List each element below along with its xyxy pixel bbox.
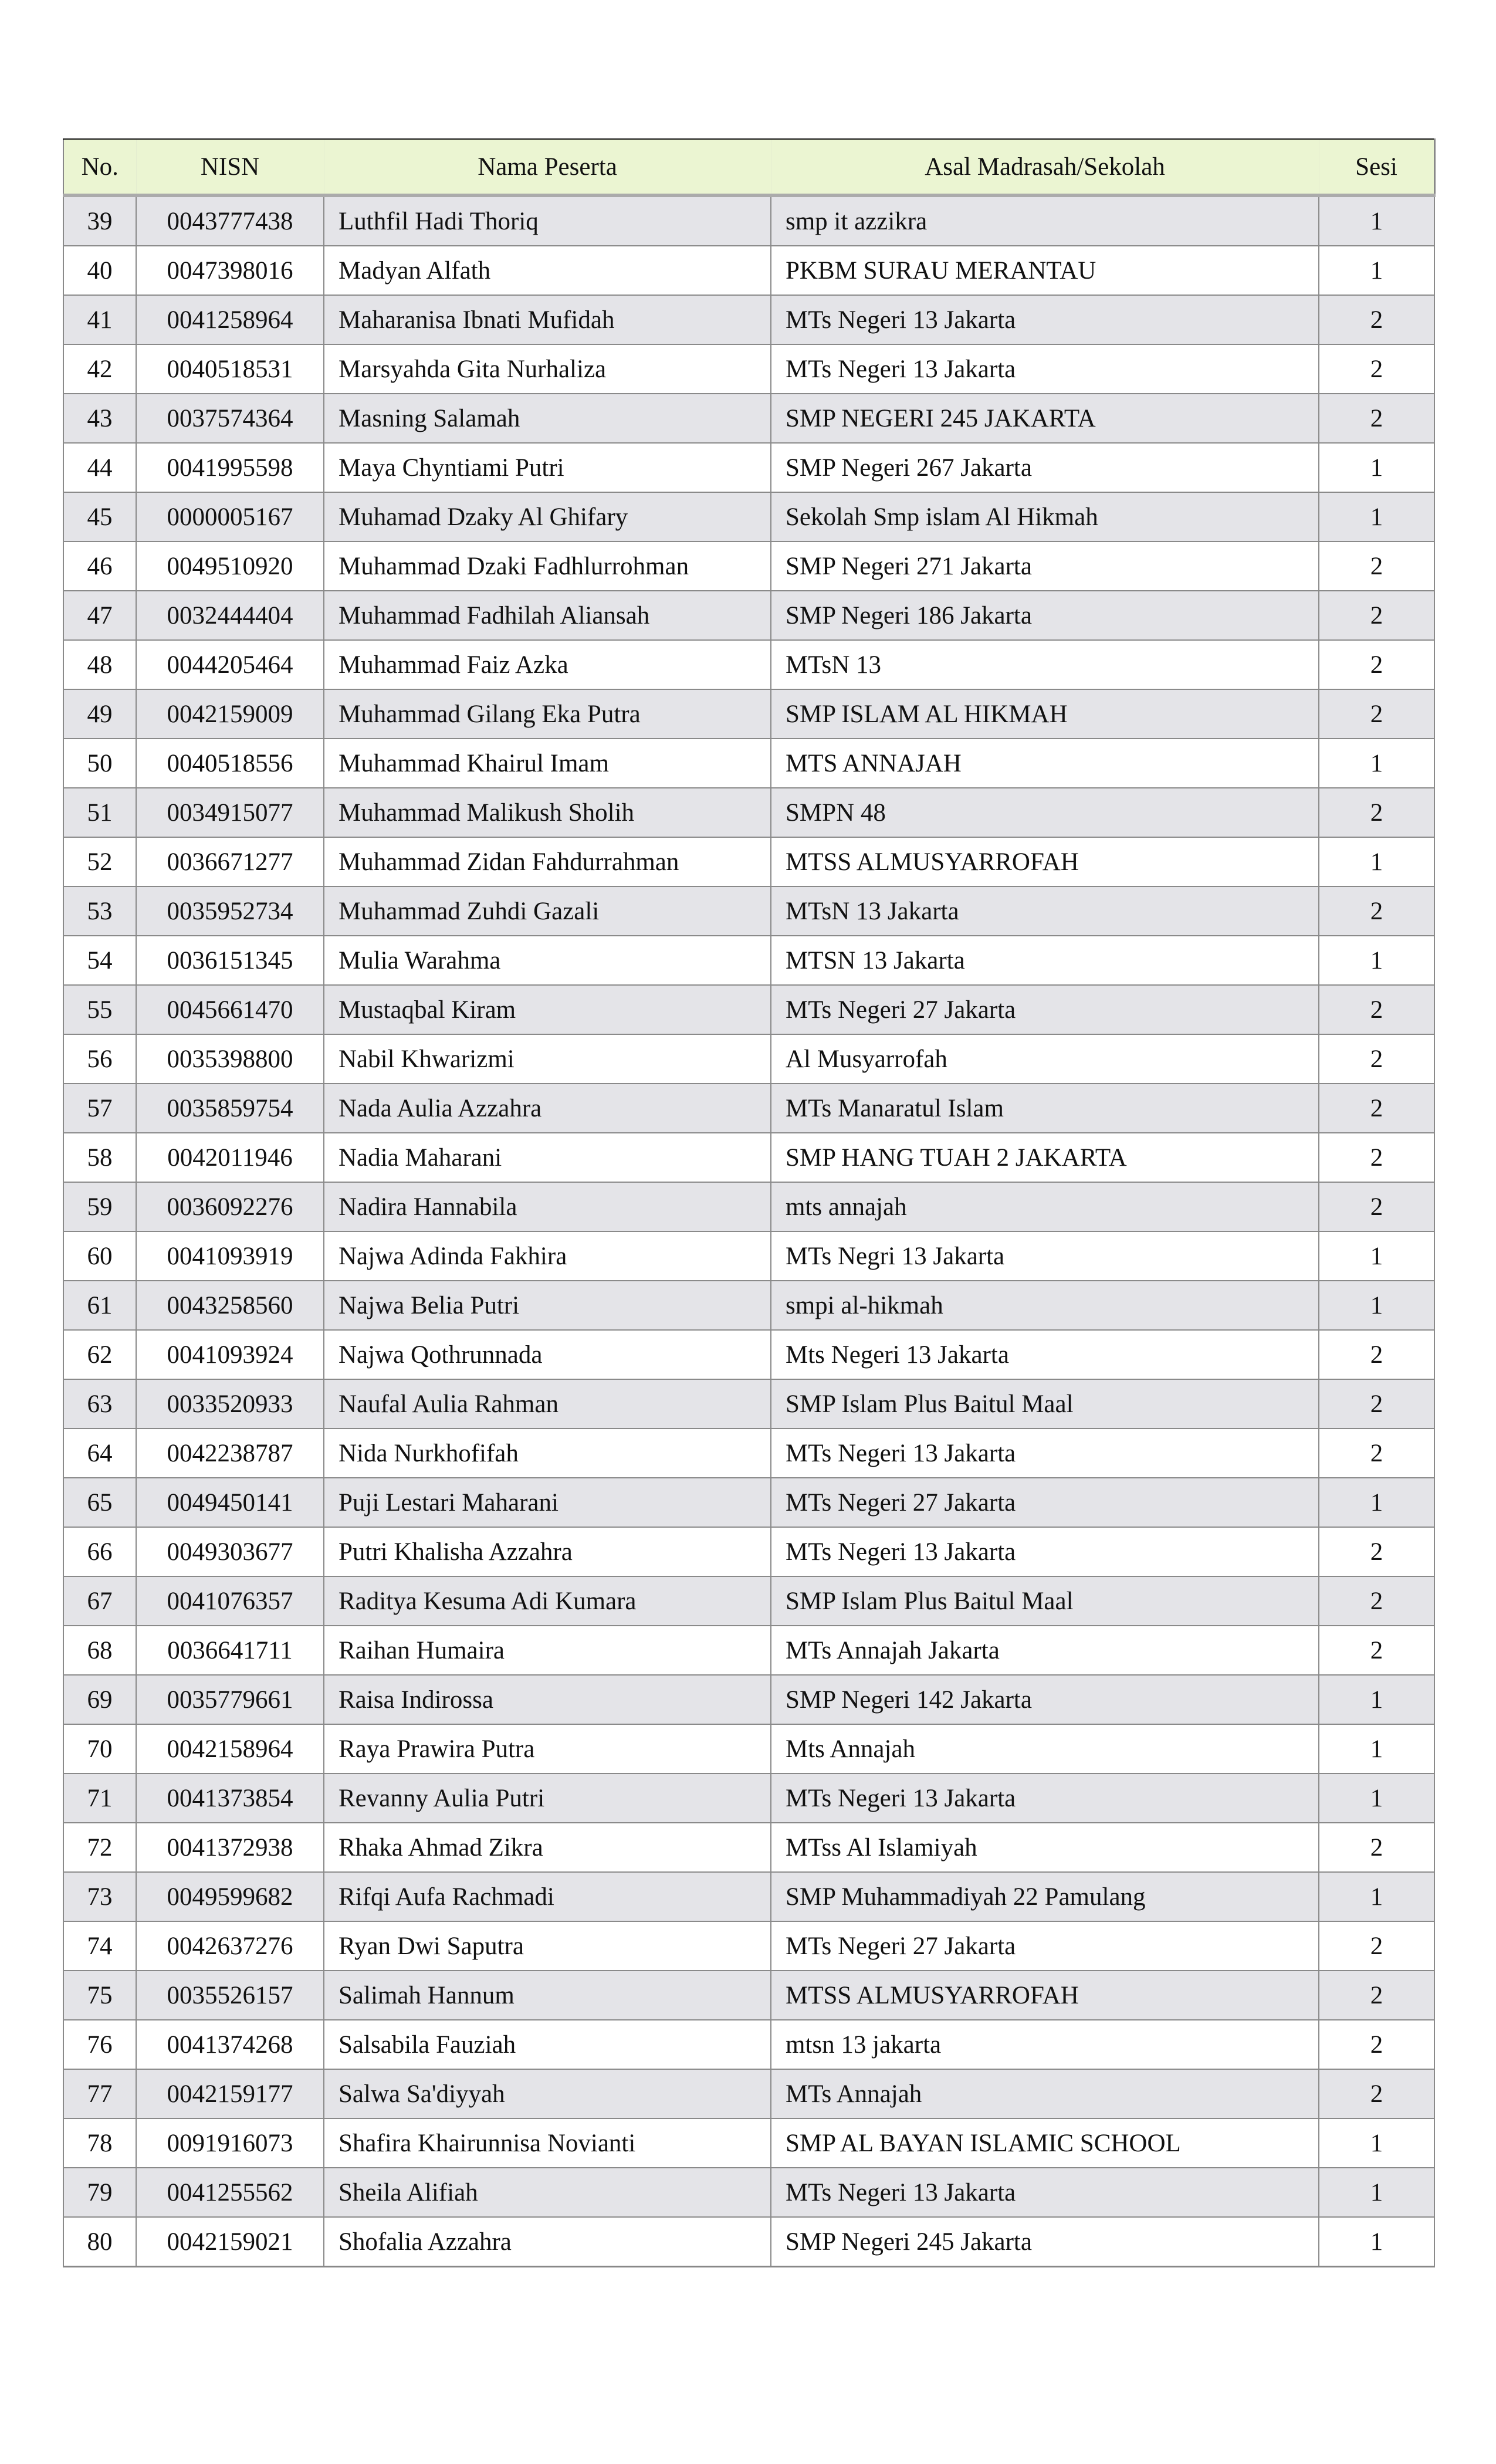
cell-asal-sekolah: SMPN 48 (771, 788, 1319, 837)
cell-no: 68 (63, 1626, 136, 1675)
cell-nisn: 0045661470 (136, 985, 324, 1034)
table-row (63, 886, 1434, 936)
table-row (63, 1576, 1434, 1626)
header-nisn: NISN (136, 139, 324, 195)
header-sesi: Sesi (1319, 139, 1434, 195)
cell-no: 63 (63, 1379, 136, 1429)
cell-no: 73 (63, 1872, 136, 1921)
cell-nisn: 0042159009 (136, 689, 324, 739)
cell-sesi: 1 (1319, 492, 1434, 541)
cell-sesi: 1 (1319, 195, 1434, 246)
cell-nama-peserta: Mustaqbal Kiram (324, 985, 771, 1034)
table-body (63, 195, 1434, 2267)
cell-asal-sekolah: Mts Annajah (771, 1724, 1319, 1773)
header-no: No. (63, 139, 136, 195)
header-row (63, 139, 1434, 195)
table-row (63, 295, 1434, 344)
cell-no: 51 (63, 788, 136, 837)
cell-nama-peserta: Raisa Indirossa (324, 1675, 771, 1724)
cell-no: 49 (63, 689, 136, 739)
cell-asal-sekolah: MTs Negeri 13 Jakarta (771, 1429, 1319, 1478)
cell-no: 64 (63, 1429, 136, 1478)
cell-nisn: 0035398800 (136, 1034, 324, 1084)
table-row (63, 1724, 1434, 1773)
cell-sesi: 1 (1319, 2168, 1434, 2217)
cell-nama-peserta: Muhammad Zidan Fahdurrahman (324, 837, 771, 886)
cell-sesi: 1 (1319, 246, 1434, 295)
cell-nama-peserta: Masning Salamah (324, 394, 771, 443)
cell-nisn: 0043777438 (136, 195, 324, 246)
cell-asal-sekolah: SMP Islam Plus Baitul Maal (771, 1576, 1319, 1626)
cell-asal-sekolah: MTs Annajah Jakarta (771, 1626, 1319, 1675)
cell-sesi: 1 (1319, 1773, 1434, 1823)
cell-no: 71 (63, 1773, 136, 1823)
cell-no: 48 (63, 640, 136, 689)
table-row (63, 2118, 1434, 2168)
table-row (63, 2168, 1434, 2217)
cell-nisn: 0042637276 (136, 1921, 324, 1971)
cell-nisn: 0041093919 (136, 1231, 324, 1281)
cell-sesi: 1 (1319, 739, 1434, 788)
cell-asal-sekolah: MTSS ALMUSYARROFAH (771, 1971, 1319, 2020)
cell-sesi: 1 (1319, 837, 1434, 886)
cell-nisn: 0049450141 (136, 1478, 324, 1527)
cell-sesi: 2 (1319, 394, 1434, 443)
cell-no: 39 (63, 195, 136, 246)
cell-nisn: 0036671277 (136, 837, 324, 886)
table-row (63, 1921, 1434, 1971)
cell-no: 61 (63, 1281, 136, 1330)
cell-sesi: 2 (1319, 1921, 1434, 1971)
cell-nama-peserta: Muhammad Zuhdi Gazali (324, 886, 771, 936)
cell-no: 67 (63, 1576, 136, 1626)
cell-nisn: 0036641711 (136, 1626, 324, 1675)
cell-nama-peserta: Muhamad Dzaky Al Ghifary (324, 492, 771, 541)
cell-sesi: 1 (1319, 1724, 1434, 1773)
cell-nama-peserta: Nadira Hannabila (324, 1182, 771, 1231)
cell-no: 80 (63, 2217, 136, 2267)
cell-asal-sekolah: MTs Negeri 13 Jakarta (771, 1527, 1319, 1576)
cell-nama-peserta: Najwa Qothrunnada (324, 1330, 771, 1379)
cell-no: 47 (63, 591, 136, 640)
cell-asal-sekolah: SMP Islam Plus Baitul Maal (771, 1379, 1319, 1429)
table-row (63, 1330, 1434, 1379)
table-header (63, 139, 1434, 195)
table-row (63, 1231, 1434, 1281)
cell-nisn: 0040518531 (136, 344, 324, 394)
table-row (63, 1429, 1434, 1478)
cell-nama-peserta: Muhammad Malikush Sholih (324, 788, 771, 837)
cell-asal-sekolah: SMP Negeri 267 Jakarta (771, 443, 1319, 492)
cell-asal-sekolah: MTsN 13 (771, 640, 1319, 689)
cell-no: 72 (63, 1823, 136, 1872)
cell-nama-peserta: Luthfil Hadi Thoriq (324, 195, 771, 246)
cell-nisn: 0036092276 (136, 1182, 324, 1231)
cell-no: 58 (63, 1133, 136, 1182)
cell-sesi: 2 (1319, 2069, 1434, 2118)
cell-nisn: 0043258560 (136, 1281, 324, 1330)
cell-asal-sekolah: MTs Negeri 27 Jakarta (771, 1921, 1319, 1971)
cell-asal-sekolah: SMP Negeri 186 Jakarta (771, 591, 1319, 640)
cell-nisn: 0041258964 (136, 295, 324, 344)
cell-asal-sekolah: Sekolah Smp islam Al Hikmah (771, 492, 1319, 541)
table-row (63, 1675, 1434, 1724)
cell-sesi: 2 (1319, 689, 1434, 739)
cell-nama-peserta: Rifqi Aufa Rachmadi (324, 1872, 771, 1921)
cell-sesi: 2 (1319, 1330, 1434, 1379)
cell-sesi: 2 (1319, 640, 1434, 689)
cell-sesi: 1 (1319, 1281, 1434, 1330)
cell-nama-peserta: Maharanisa Ibnati Mufidah (324, 295, 771, 344)
table-row (63, 1773, 1434, 1823)
cell-asal-sekolah: SMP Negeri 142 Jakarta (771, 1675, 1319, 1724)
table-row (63, 195, 1434, 246)
cell-asal-sekolah: PKBM SURAU MERANTAU (771, 246, 1319, 295)
cell-nisn: 0049510920 (136, 541, 324, 591)
cell-nama-peserta: Nada Aulia Azzahra (324, 1084, 771, 1133)
cell-no: 79 (63, 2168, 136, 2217)
table-row (63, 1379, 1434, 1429)
table-row (63, 591, 1434, 640)
cell-no: 59 (63, 1182, 136, 1231)
cell-sesi: 2 (1319, 1823, 1434, 1872)
cell-sesi: 2 (1319, 1084, 1434, 1133)
cell-asal-sekolah: MTs Negri 13 Jakarta (771, 1231, 1319, 1281)
cell-sesi: 2 (1319, 886, 1434, 936)
cell-asal-sekolah: MTss Al Islamiyah (771, 1823, 1319, 1872)
cell-no: 74 (63, 1921, 136, 1971)
table-row (63, 985, 1434, 1034)
cell-nama-peserta: Raihan Humaira (324, 1626, 771, 1675)
table-row (63, 344, 1434, 394)
table-row (63, 394, 1434, 443)
cell-asal-sekolah: MTs Negeri 27 Jakarta (771, 985, 1319, 1034)
cell-asal-sekolah: Mts Negeri 13 Jakarta (771, 1330, 1319, 1379)
table-row (63, 1823, 1434, 1872)
cell-nama-peserta: Salwa Sa'diyyah (324, 2069, 771, 2118)
cell-sesi: 2 (1319, 1576, 1434, 1626)
cell-no: 41 (63, 295, 136, 344)
cell-nama-peserta: Muhammad Khairul Imam (324, 739, 771, 788)
cell-nisn: 0049599682 (136, 1872, 324, 1921)
cell-nama-peserta: Putri Khalisha Azzahra (324, 1527, 771, 1576)
table-row (63, 640, 1434, 689)
cell-nama-peserta: Raditya Kesuma Adi Kumara (324, 1576, 771, 1626)
cell-asal-sekolah: SMP Negeri 271 Jakarta (771, 541, 1319, 591)
cell-nisn: 0042159177 (136, 2069, 324, 2118)
cell-no: 54 (63, 936, 136, 985)
cell-sesi: 2 (1319, 1626, 1434, 1675)
table-row (63, 492, 1434, 541)
cell-nisn: 0042011946 (136, 1133, 324, 1182)
cell-asal-sekolah: MTs Negeri 13 Jakarta (771, 295, 1319, 344)
cell-asal-sekolah: smp it azzikra (771, 195, 1319, 246)
cell-nisn: 0091916073 (136, 2118, 324, 2168)
cell-asal-sekolah: mts annajah (771, 1182, 1319, 1231)
cell-asal-sekolah: MTSS ALMUSYARROFAH (771, 837, 1319, 886)
cell-no: 77 (63, 2069, 136, 2118)
cell-nisn: 0049303677 (136, 1527, 324, 1576)
cell-asal-sekolah: mtsn 13 jakarta (771, 2020, 1319, 2069)
cell-nisn: 0041995598 (136, 443, 324, 492)
cell-nama-peserta: Revanny Aulia Putri (324, 1773, 771, 1823)
cell-sesi: 2 (1319, 344, 1434, 394)
table-row (63, 2069, 1434, 2118)
cell-sesi: 1 (1319, 936, 1434, 985)
cell-nama-peserta: Sheila Alifiah (324, 2168, 771, 2217)
table-row (63, 1281, 1434, 1330)
cell-nisn: 0035859754 (136, 1084, 324, 1133)
cell-no: 57 (63, 1084, 136, 1133)
cell-nama-peserta: Nida Nurkhofifah (324, 1429, 771, 1478)
cell-nama-peserta: Shofalia Azzahra (324, 2217, 771, 2267)
cell-sesi: 1 (1319, 1231, 1434, 1281)
cell-no: 45 (63, 492, 136, 541)
cell-nama-peserta: Muhammad Faiz Azka (324, 640, 771, 689)
cell-no: 53 (63, 886, 136, 936)
cell-nama-peserta: Najwa Belia Putri (324, 1281, 771, 1330)
table-row (63, 1872, 1434, 1921)
cell-sesi: 1 (1319, 2217, 1434, 2267)
cell-no: 76 (63, 2020, 136, 2069)
cell-asal-sekolah: SMP AL BAYAN ISLAMIC SCHOOL (771, 2118, 1319, 2168)
cell-asal-sekolah: MTs Negeri 13 Jakarta (771, 344, 1319, 394)
cell-nisn: 0035952734 (136, 886, 324, 936)
cell-sesi: 2 (1319, 1527, 1434, 1576)
cell-sesi: 2 (1319, 1429, 1434, 1478)
cell-no: 40 (63, 246, 136, 295)
cell-nisn: 0041372938 (136, 1823, 324, 1872)
cell-no: 44 (63, 443, 136, 492)
cell-nama-peserta: Nadia Maharani (324, 1133, 771, 1182)
cell-sesi: 2 (1319, 541, 1434, 591)
cell-nisn: 0040518556 (136, 739, 324, 788)
table-row (63, 1478, 1434, 1527)
table-row (63, 1971, 1434, 2020)
cell-no: 50 (63, 739, 136, 788)
cell-no: 43 (63, 394, 136, 443)
cell-nama-peserta: Rhaka Ahmad Zikra (324, 1823, 771, 1872)
cell-no: 60 (63, 1231, 136, 1281)
cell-nama-peserta: Muhammad Dzaki Fadhlurrohman (324, 541, 771, 591)
cell-asal-sekolah: MTs Negeri 13 Jakarta (771, 2168, 1319, 2217)
cell-asal-sekolah: SMP HANG TUAH 2 JAKARTA (771, 1133, 1319, 1182)
cell-asal-sekolah: MTs Negeri 27 Jakarta (771, 1478, 1319, 1527)
cell-nama-peserta: Marsyahda Gita Nurhaliza (324, 344, 771, 394)
cell-sesi: 1 (1319, 443, 1434, 492)
cell-nama-peserta: Raya Prawira Putra (324, 1724, 771, 1773)
cell-asal-sekolah: MTSN 13 Jakarta (771, 936, 1319, 985)
cell-sesi: 1 (1319, 1675, 1434, 1724)
cell-asal-sekolah: MTS ANNAJAH (771, 739, 1319, 788)
cell-sesi: 2 (1319, 1971, 1434, 2020)
cell-nama-peserta: Muhammad Gilang Eka Putra (324, 689, 771, 739)
cell-nisn: 0032444404 (136, 591, 324, 640)
cell-nama-peserta: Madyan Alfath (324, 246, 771, 295)
cell-nama-peserta: Salsabila Fauziah (324, 2020, 771, 2069)
cell-no: 66 (63, 1527, 136, 1576)
cell-asal-sekolah: SMP ISLAM AL HIKMAH (771, 689, 1319, 739)
cell-sesi: 2 (1319, 1034, 1434, 1084)
cell-nama-peserta: Nabil Khwarizmi (324, 1034, 771, 1084)
cell-nama-peserta: Salimah Hannum (324, 1971, 771, 2020)
table-row (63, 246, 1434, 295)
cell-sesi: 1 (1319, 1872, 1434, 1921)
participant-table (63, 138, 1436, 2267)
cell-nisn: 0041374268 (136, 2020, 324, 2069)
cell-asal-sekolah: MTsN 13 Jakarta (771, 886, 1319, 936)
cell-asal-sekolah: SMP Muhammadiyah 22 Pamulang (771, 1872, 1319, 1921)
cell-nama-peserta: Mulia Warahma (324, 936, 771, 985)
cell-asal-sekolah: MTs Negeri 13 Jakarta (771, 1773, 1319, 1823)
cell-no: 69 (63, 1675, 136, 1724)
cell-asal-sekolah: SMP NEGERI 245 JAKARTA (771, 394, 1319, 443)
cell-nisn: 0044205464 (136, 640, 324, 689)
table-row (63, 2020, 1434, 2069)
cell-nisn: 0035779661 (136, 1675, 324, 1724)
cell-asal-sekolah: smpi al-hikmah (771, 1281, 1319, 1330)
cell-nama-peserta: Maya Chyntiami Putri (324, 443, 771, 492)
cell-nisn: 0000005167 (136, 492, 324, 541)
cell-nisn: 0033520933 (136, 1379, 324, 1429)
cell-no: 70 (63, 1724, 136, 1773)
table-row (63, 837, 1434, 886)
cell-sesi: 2 (1319, 985, 1434, 1034)
cell-nisn: 0047398016 (136, 246, 324, 295)
table-row (63, 541, 1434, 591)
cell-no: 78 (63, 2118, 136, 2168)
table-row (63, 689, 1434, 739)
cell-nisn: 0042159021 (136, 2217, 324, 2267)
table-row (63, 739, 1434, 788)
cell-asal-sekolah: Al Musyarrofah (771, 1034, 1319, 1084)
table-row (63, 443, 1434, 492)
cell-nisn: 0041093924 (136, 1330, 324, 1379)
cell-no: 65 (63, 1478, 136, 1527)
cell-nisn: 0042158964 (136, 1724, 324, 1773)
cell-sesi: 2 (1319, 1379, 1434, 1429)
cell-nama-peserta: Muhammad Fadhilah Aliansah (324, 591, 771, 640)
cell-nisn: 0037574364 (136, 394, 324, 443)
table-row (63, 1084, 1434, 1133)
table-row (63, 788, 1434, 837)
table-row (63, 936, 1434, 985)
header-asal-sekolah: Asal Madrasah/Sekolah (771, 139, 1319, 195)
cell-no: 75 (63, 1971, 136, 2020)
header-nama-peserta: Nama Peserta (324, 139, 771, 195)
table-row (63, 1626, 1434, 1675)
cell-sesi: 2 (1319, 1133, 1434, 1182)
cell-sesi: 2 (1319, 591, 1434, 640)
table-row (63, 2217, 1434, 2267)
cell-no: 52 (63, 837, 136, 886)
cell-nisn: 0034915077 (136, 788, 324, 837)
cell-no: 55 (63, 985, 136, 1034)
cell-no: 42 (63, 344, 136, 394)
cell-sesi: 2 (1319, 788, 1434, 837)
cell-nisn: 0041255562 (136, 2168, 324, 2217)
cell-asal-sekolah: MTs Manaratul Islam (771, 1084, 1319, 1133)
cell-nisn: 0035526157 (136, 1971, 324, 2020)
cell-no: 56 (63, 1034, 136, 1084)
cell-sesi: 1 (1319, 1478, 1434, 1527)
cell-asal-sekolah: MTs Annajah (771, 2069, 1319, 2118)
cell-nama-peserta: Najwa Adinda Fakhira (324, 1231, 771, 1281)
cell-nama-peserta: Puji Lestari Maharani (324, 1478, 771, 1527)
table-row (63, 1133, 1434, 1182)
cell-nama-peserta: Shafira Khairunnisa Novianti (324, 2118, 771, 2168)
cell-sesi: 2 (1319, 295, 1434, 344)
table-row (63, 1182, 1434, 1231)
cell-sesi: 2 (1319, 1182, 1434, 1231)
cell-sesi: 1 (1319, 2118, 1434, 2168)
cell-sesi: 2 (1319, 2020, 1434, 2069)
table-row (63, 1034, 1434, 1084)
cell-nisn: 0041076357 (136, 1576, 324, 1626)
table-row (63, 1527, 1434, 1576)
cell-nisn: 0042238787 (136, 1429, 324, 1478)
cell-nama-peserta: Naufal Aulia Rahman (324, 1379, 771, 1429)
cell-nama-peserta: Ryan Dwi Saputra (324, 1921, 771, 1971)
cell-nisn: 0041373854 (136, 1773, 324, 1823)
cell-no: 46 (63, 541, 136, 591)
cell-asal-sekolah: SMP Negeri 245 Jakarta (771, 2217, 1319, 2267)
cell-nisn: 0036151345 (136, 936, 324, 985)
cell-no: 62 (63, 1330, 136, 1379)
